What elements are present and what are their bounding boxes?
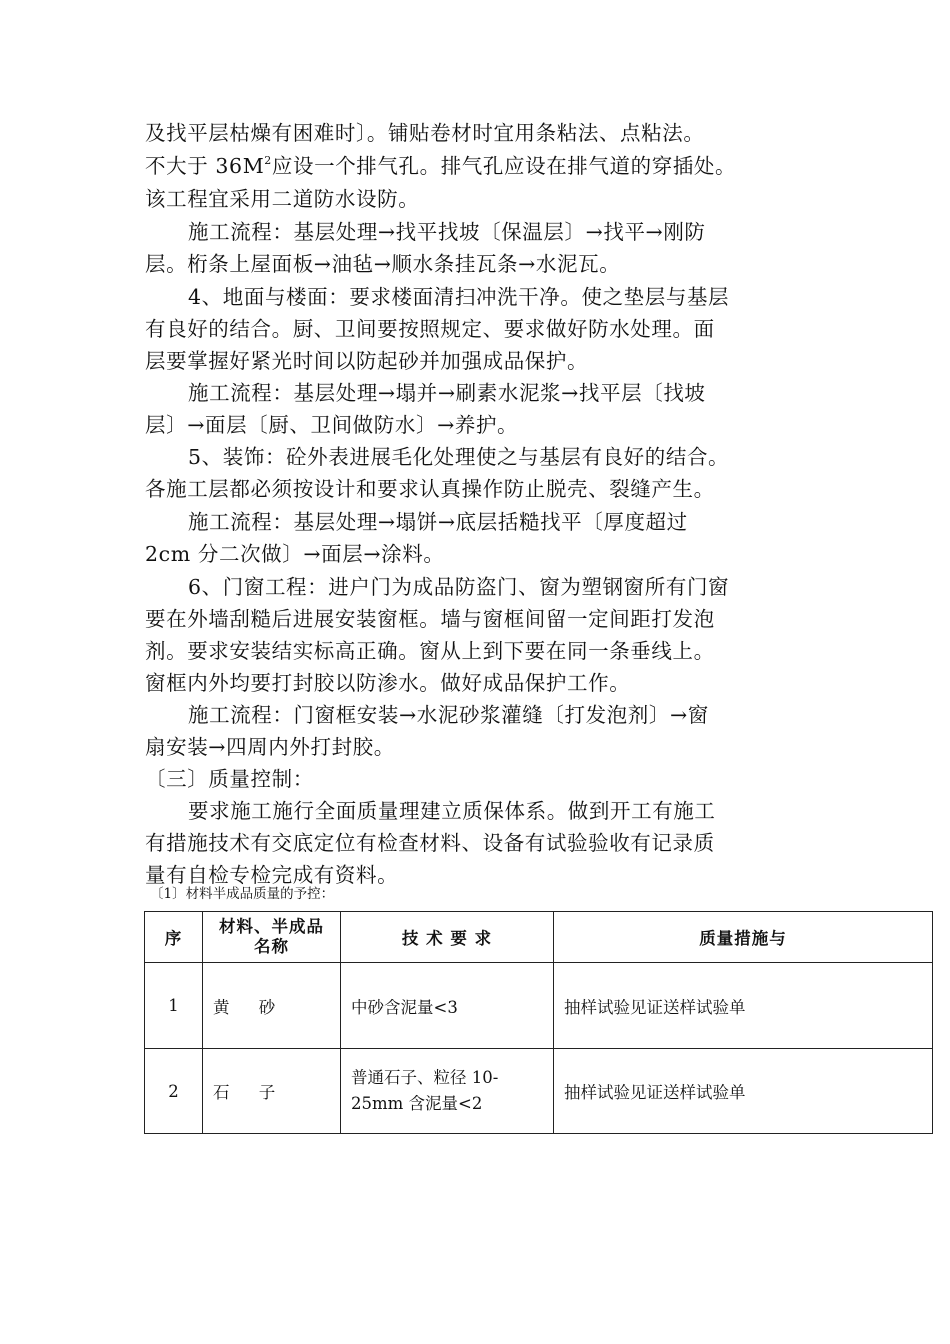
text-line-14: 2cm 分二次做〕→面层→涂料。 <box>145 542 445 566</box>
text-line-23: 有措施技术有交底定位有检查材料、设备有试验验收有记录质 <box>145 831 715 855</box>
text-line-12: 各施工层都必须按设计和要求认真操作防止脱壳、裂缝产生。 <box>145 477 715 501</box>
quality-table <box>144 911 933 1134</box>
cell-tech <box>341 1049 554 1134</box>
superscript-2: 2 <box>264 154 272 167</box>
cell-tech-line-1: 普通石子、粒径 10- <box>351 1068 499 1087</box>
header-tech: 技 术 要 求 <box>341 912 554 963</box>
table-row <box>145 1049 933 1134</box>
text-line-13: 施工流程：基层处理→塌饼→底层括糙找平〔厚度超过 <box>188 510 688 534</box>
text-line-11: 5、装饰：砼外表进展毛化处理使之与基层有良好的结合。 <box>188 445 730 469</box>
cell-tech-line-2: 25mm 含泥量<2 <box>351 1094 483 1113</box>
text-line-3: 该工程宜采用二道防水设防。 <box>145 187 420 211</box>
section-heading-quality-control: 〔三〕质量控制： <box>145 767 314 791</box>
text-line-7: 有良好的结合。厨、卫间要按照规定、要求做好防水处理。面 <box>145 317 715 341</box>
text-line-2-start: 不大于 36M <box>145 154 265 178</box>
text-line-10: 层〕→面层〔厨、卫间做防水〕→养护。 <box>145 413 519 437</box>
table-row <box>145 963 933 1049</box>
cell-material: 黄 砂 <box>203 963 341 1049</box>
cell-measure: 抽样试验见证送样试验单 <box>554 1049 933 1134</box>
text-line-4: 施工流程：基层处理→找平找坡〔保温层〕→找平→刚防 <box>188 220 706 244</box>
header-no: 序 <box>145 912 203 963</box>
text-line-19: 施工流程：门窗框安装→水泥砂浆灌缝〔打发泡剂〕→窗 <box>188 703 709 727</box>
text-line-15: 6、门窗工程：进户门为成品防盗门、窗为塑钢窗所有门窗 <box>188 575 730 599</box>
text-line-5: 层。桁条上屋面板→油毡→顺水条挂瓦条→水泥瓦。 <box>145 252 621 276</box>
cell-tech: 中砂含泥量<3 <box>341 963 554 1049</box>
cell-measure: 抽样试验见证送样试验单 <box>554 963 933 1049</box>
text-line-1: 及找平层枯燥有困难时〕。铺贴卷材时宜用条粘法、点粘法。 <box>145 121 705 145</box>
text-line-17: 剂。要求安装结实标高正确。窗从上到下要在同一条垂线上。 <box>145 639 715 663</box>
header-measure: 质量措施与 <box>554 912 933 963</box>
text-line-6: 4、地面与楼面：要求楼面清扫冲洗干净。使之垫层与基层 <box>188 285 730 309</box>
text-line-24: 量有自检专检完成有资料。 <box>145 863 399 887</box>
cell-no: 1 <box>145 963 203 1049</box>
text-line-16: 要在外墙刮糙后进展安装窗框。墙与窗框间留一定间距打发泡 <box>145 607 715 631</box>
text-line-18: 窗框内外均要打封胶以防渗水。做好成品保护工作。 <box>145 671 631 695</box>
text-line-2 <box>145 150 736 182</box>
text-line-8: 层要掌握好紧光时间以防起砂并加强成品保护。 <box>145 349 589 373</box>
text-line-9: 施工流程：基层处理→塌并→刷素水泥浆→找平层〔找坡 <box>188 381 706 405</box>
header-material: 材料、半成品名称 <box>203 912 341 963</box>
cell-no: 2 <box>145 1049 203 1134</box>
cell-material: 石 子 <box>203 1049 341 1134</box>
table-header-row <box>145 912 933 963</box>
text-line-2-end: 应设一个排气孔。排气孔应设在排气道的穿插处。 <box>271 154 737 178</box>
text-line-22: 要求施工施行全面质量理建立质保体系。做到开工有施工 <box>188 799 716 823</box>
text-line-20: 扇安装→四周内外打封胶。 <box>145 735 395 759</box>
table-caption: 〔1〕材料半成品质量的予控： <box>150 886 335 902</box>
